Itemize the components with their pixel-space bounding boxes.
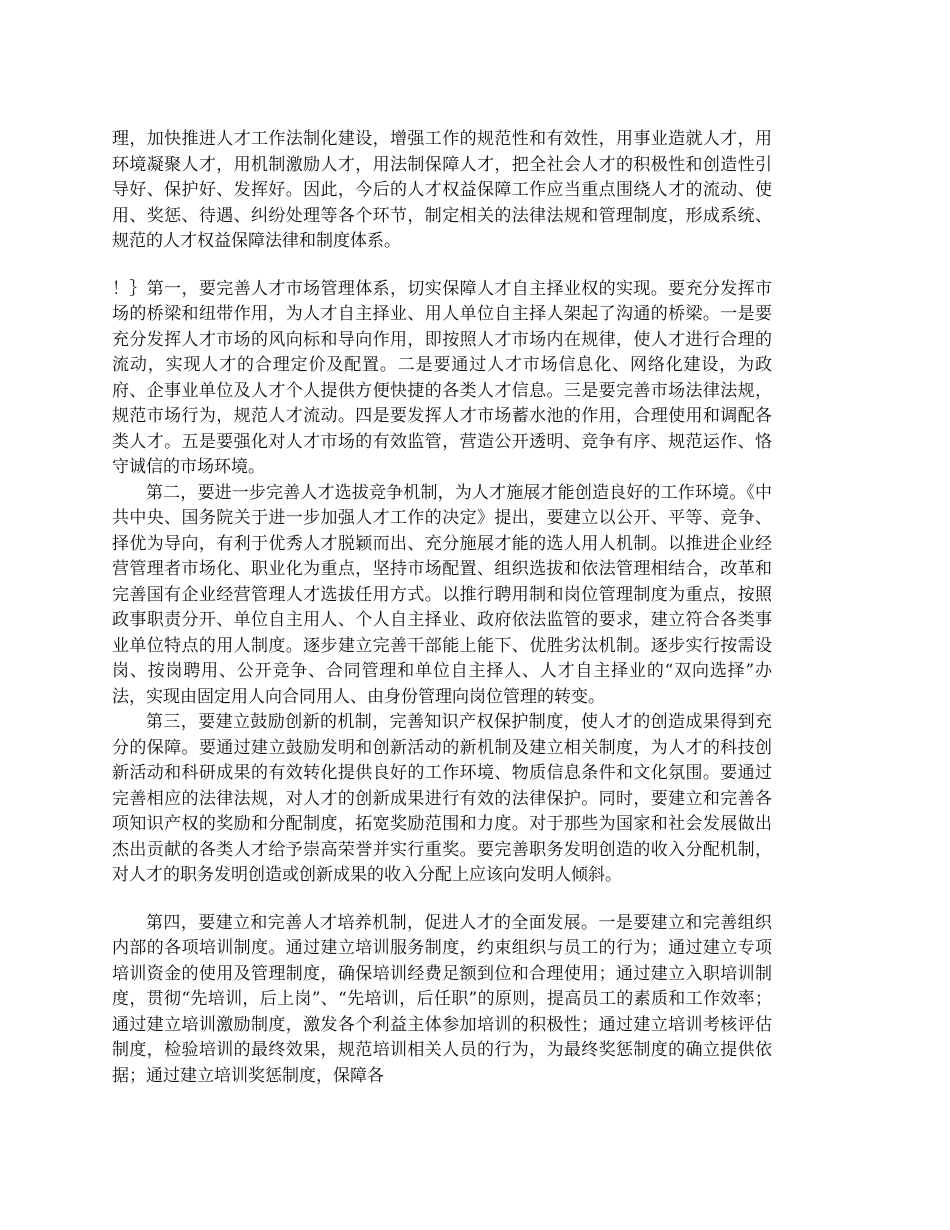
- paragraph-gap: [112, 889, 772, 911]
- paragraph-second: 第二，要进一步完善人才选拔竞争机制，为人才施展才能创造良好的工作环境。《中共中央、国务院关于进一步加强人才工作的决定》提出，要建立以公开、平等、竞争、择优为导向，有利于优秀人才脱颖而出、充分施展才能的选人用人机制。以推进企业经营管理者市场化、职业化为重点，坚持市场配置、组织选拔和依法管理相结合，改革和完善国有企业经营管理人才选拔任用方式。以推行聘用制和岗位管理制度为重点，按照政事职责分开、单位自主用人、个人自主择业、政府依法监管的要求，建立符合各类事业单位特点的用人制度。逐步建立完善干部能上能下、优胜劣汰机制。逐步实行按需设岗、按岗聘用、公开竞争、合同管理和单位自主择人、人才自主择业的“双向选择”办法，实现由固定用人向合同用人、由身份管理向岗位管理的转变。: [112, 482, 772, 707]
- document-page: [112, 127, 772, 1089]
- paragraph-fourth: 第四，要建立和完善人才培养机制，促进人才的全面发展。一是要建立和完善组织内部的各项培训制度。通过建立培训服务制度，约束组织与员工的行为；通过建立专项培训资金的使用及管理制度，确保培训经费足额到位和合理使用；通过建立入职培训制度，贯彻“先培训，后上岗”、“先培训，后任职”的原则，提高员工的素质和工作效率；通过建立培训激励制度，激发各个利益主体参加培训的积极性；通过建立培训考核评估制度，检验培训的最终效果，规范培训相关人员的行为，为最终奖惩制度的确立提供依据；通过建立培训奖惩制度，保障各: [112, 912, 772, 1086]
- paragraph-third: 第三，要建立鼓励创新的机制，完善知识产权保护制度，使人才的创造成果得到充分的保障。要通过建立鼓励发明和创新活动的新机制及建立相关制度，为人才的科技创新活动和科研成果的有效转化提供良好的工作环境、物质信息条件和文化氛围。要通过完善相应的法律法规，对人才的创新成果进行有效的法律保护。同时，要建立和完善各项知识产权的奖励和分配制度，拓宽奖励范围和力度。对于那些为国家和社会发展做出杰出贡献的各类人才给予崇高荣誉并实行重奖。要完善职务发明创造的收入分配机制，对人才的职务发明创造或创新成果的收入分配上应该向发明人倾斜。: [112, 712, 772, 885]
- paragraph-intro: 理，加快推进人才工作法制化建设，增强工作的规范性和有效性，用事业造就人才，用环境凝聚人才，用机制激励人才，用法制保障人才，把全社会人才的积极性和创造性引导好、保护好、发挥好。因此，今后的人才权益保障工作应当重点围绕人才的流动、使用、奖惩、待遇、纠纷处理等各个环节，制定相关的法律法规和管理制度，形成系统、规范的人才权益保障法律和制度体系。: [112, 129, 772, 251]
- paragraph-first: ！｝第一，要完善人才市场管理体系，切实保障人才自主择业权的实现。要充分发挥市场的桥梁和纽带作用，为人才自主择业、用人单位自主择人架起了沟通的桥梁。一是要充分发挥人才市场的风向标和导向作用，即按照人才市场内在规律，使人才进行合理的流动，实现人才的合理定价及配置。二是要通过人才市场信息化、网络化建设，为政府、企事业单位及人才个人提供方便快捷的各类人才信息。三是要完善市场法律法规，规范市场行为，规范人才流动。四是要发挥人才市场蓄水池的作用，合理使用和调配各类人才。五是要强化对人才市场的有效监管，营造公开透明、竞争有序、规范运作、恪守诚信的市场环境。: [112, 278, 772, 477]
- paragraph-gap: [112, 255, 772, 277]
